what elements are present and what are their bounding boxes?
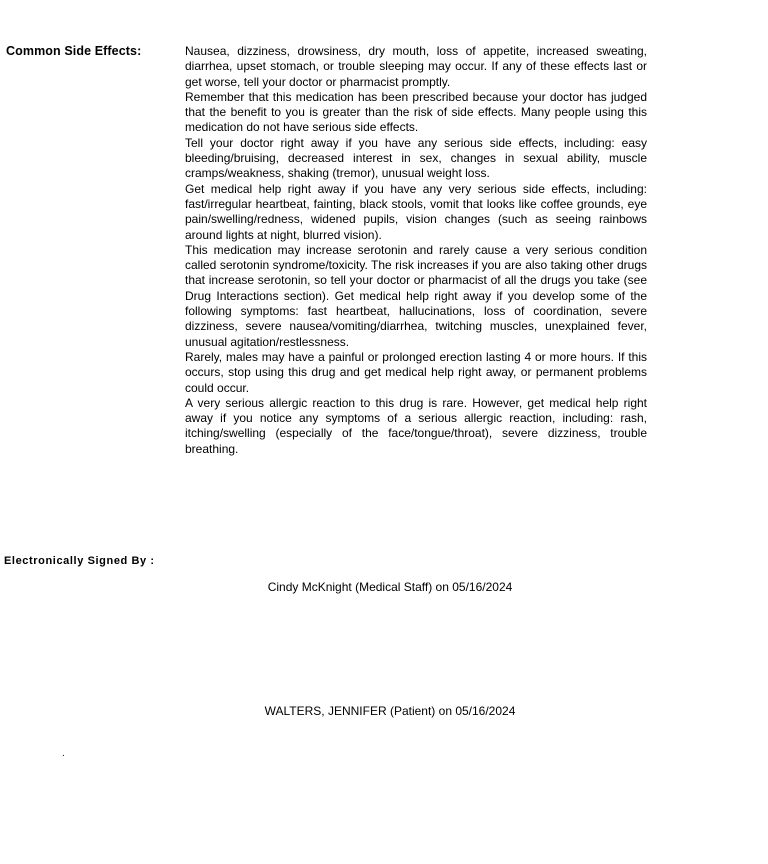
side-effects-paragraph: Get medical help right away if you have any very serious side effects, including: fast/irregular heartbeat, fainting, black stools, vomit that looks like coffee grounds, eye pain/swelling/redness, widened pupils, vision changes (such as seeing rainbows around lights at night, blurred vision). <box>185 181 647 242</box>
side-effects-label: Common Side Effects: <box>6 44 142 58</box>
side-effects-paragraph: Rarely, males may have a painful or prolonged erection lasting 4 or more hours. If this occurs, stop using this drug and get medical help right away, or permanent problems could occur. <box>185 349 647 395</box>
side-effects-paragraph: This medication may increase serotonin and rarely cause a very serious condition called serotonin syndrome/toxicity. The risk increases if you are also taking other drugs that increase serotonin, so tell your doctor or pharmacist of all the drugs you take (see Drug Interactions section). Get medical help right away if you develop some of the following symptoms: fast heartbeat, hallucinations, loss of coordination, severe dizziness, severe nausea/vomiting/diarrhea, twitching muscles, unexplained fever, unusual agitation/restlessness. <box>185 242 647 349</box>
side-effects-paragraph: Nausea, dizziness, drowsiness, dry mouth, loss of appetite, increased sweating, diarrhea, upset stomach, or trouble sleeping may occur. If any of these effects last or get worse, tell your doctor or pharmacist promptly. <box>185 44 647 89</box>
side-effects-paragraph: Remember that this medication has been prescribed because your doctor has judged that the benefit to you is greater than the risk of side effects. Many people using this medication do not have serious side effects. <box>185 89 647 135</box>
staff-signature: Cindy McKnight (Medical Staff) on 05/16/2024 <box>267 580 513 594</box>
signed-by-label: Electronically Signed By : <box>4 555 155 567</box>
side-effects-paragraph: A very serious allergic reaction to this drug is rare. However, get medical help right away if you notice any symptoms of a serious allergic reaction, including: rash, itching/swelling (especially of the face/tongue/throat), severe dizziness, trouble breathing. <box>185 395 647 456</box>
patient-signature: WALTERS, JENNIFER (Patient) on 05/16/2024 <box>264 704 516 718</box>
side-effects-paragraph: Tell your doctor right away if you have any serious side effects, including: easy bleeding/bruising, decreased interest in sex, changes in sexual ability, muscle cramps/weakness, shaking (tremor), unusual weight loss. <box>185 135 647 181</box>
side-effects-text <box>185 44 647 457</box>
stray-dot: . <box>62 748 65 759</box>
